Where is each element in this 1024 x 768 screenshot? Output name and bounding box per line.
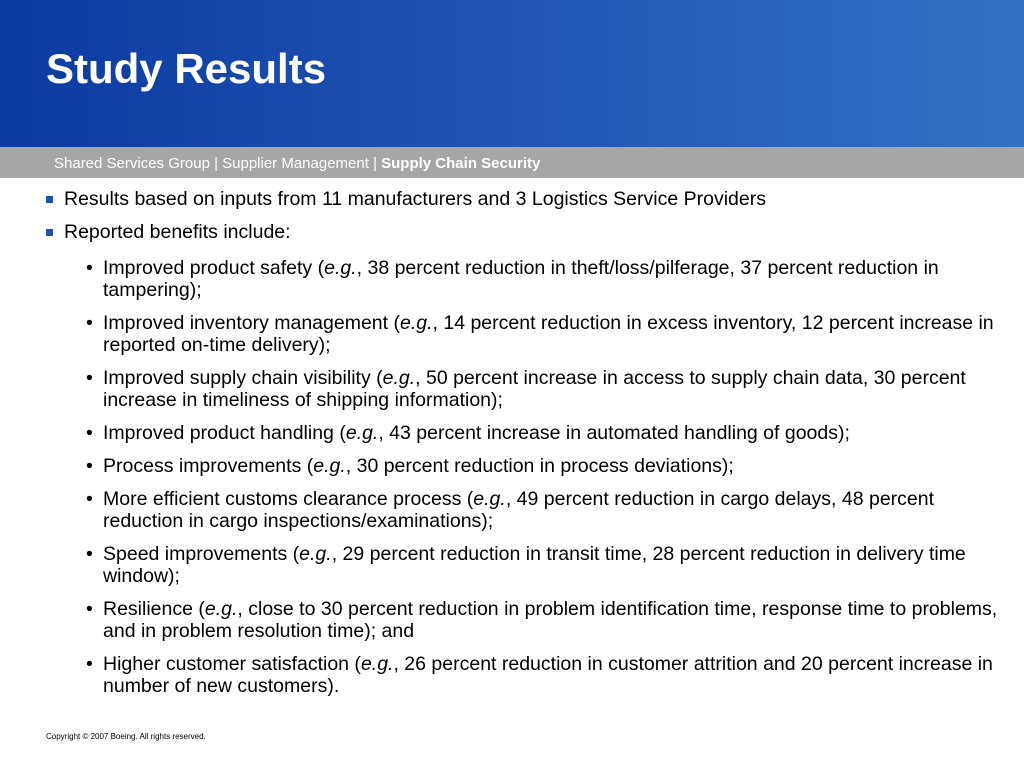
sub-bullet-detail: , 14 percent reduction in excess inventory, 12 percent increase in reported on-time delivery); <box>103 312 994 356</box>
dot-bullet-icon: • <box>86 653 93 675</box>
sub-bullet-item <box>86 543 1001 587</box>
sub-bullet-detail: , close to 30 percent reduction in problem identification time, response time to problems, and in problem resolution time); and <box>103 598 998 642</box>
sub-bullet-item <box>86 488 1001 532</box>
sub-bullet-item <box>86 312 1001 356</box>
sub-bullet-example-marker: e.g. <box>324 257 357 279</box>
sub-bullet-lead: More efficient customs clearance process ( <box>103 488 474 510</box>
breadcrumb <box>54 155 540 172</box>
content-area <box>46 186 1001 697</box>
dot-bullet-icon: • <box>86 455 93 477</box>
sub-bullet-lead: Improved product handling ( <box>103 422 346 444</box>
sub-bullet-item <box>86 257 1001 301</box>
dot-bullet-icon: • <box>86 422 93 444</box>
sub-bullet-detail: , 38 percent reduction in theft/loss/pilferage, 37 percent reduction in tampering); <box>103 257 939 301</box>
sub-bullet-item <box>86 653 1001 697</box>
sub-bullet-lead: Resilience ( <box>103 598 205 620</box>
dot-bullet-icon: • <box>86 543 93 565</box>
sub-bullet-example-marker: e.g. <box>204 598 238 620</box>
slide-title: Study Results <box>46 45 327 92</box>
sub-bullet-example-marker: e.g. <box>399 312 433 334</box>
sub-bullet-example-marker: e.g. <box>382 367 416 389</box>
dot-bullet-icon: • <box>86 488 93 510</box>
sub-bullet-list <box>46 257 1001 697</box>
breadcrumb-current: Supply Chain Security <box>381 155 541 172</box>
sub-bullet-item <box>86 598 1001 642</box>
copyright-notice: Copyright © 2007 Boeing. All rights reserved. <box>46 732 206 741</box>
sub-bullet-example-marker: e.g. <box>473 488 506 510</box>
bullet-text: Results based on inputs from 11 manufacturers and 3 Logistics Service Providers <box>64 188 766 210</box>
sub-bullet-detail: , 50 percent increase in access to supply chain data, 30 percent increase in timeliness of shipping information); <box>103 367 966 411</box>
breadcrumb-path: Shared Services Group | Supplier Management | <box>54 155 382 172</box>
sub-bullet-detail: , 30 percent reduction in process deviations); <box>345 455 734 477</box>
bullet-text: Reported benefits include: <box>64 221 291 243</box>
sub-bullet-lead: Improved supply chain visibility ( <box>103 367 383 389</box>
dot-bullet-icon: • <box>86 312 93 334</box>
sub-bullet-lead: Process improvements ( <box>103 455 314 477</box>
square-bullet-icon <box>46 196 53 203</box>
sub-bullet-detail: , 29 percent reduction in transit time, 28 percent reduction in delivery time window); <box>103 543 966 587</box>
sub-bullet-item <box>86 422 1001 444</box>
dot-bullet-icon: • <box>86 257 93 279</box>
sub-bullet-example-marker: e.g. <box>313 455 346 477</box>
sub-bullet-detail: , 26 percent reduction in customer attrition and 20 percent increase in number of new customers). <box>103 653 993 697</box>
sub-bullet-detail: , 49 percent reduction in cargo delays, 48 percent reduction in cargo inspections/examinations); <box>103 488 935 532</box>
sub-bullet-lead: Speed improvements ( <box>103 543 300 565</box>
sub-bullet-example-marker: e.g. <box>360 653 394 675</box>
sub-bullet-item <box>86 455 1001 477</box>
square-bullet-icon <box>46 229 53 236</box>
sub-bullet-lead: Improved product safety ( <box>103 257 325 279</box>
dot-bullet-icon: • <box>86 367 93 389</box>
bullet-item <box>46 219 1001 246</box>
dot-bullet-icon: • <box>86 598 93 620</box>
sub-bullet-detail: , 43 percent increase in automated handling of goods); <box>378 422 850 444</box>
sub-bullet-example-marker: e.g. <box>299 543 332 565</box>
sub-bullet-lead: Improved inventory management ( <box>103 312 400 334</box>
bullet-item <box>46 186 1001 213</box>
sub-bullet-item <box>86 367 1001 411</box>
sub-bullet-lead: Higher customer satisfaction ( <box>103 653 361 675</box>
sub-bullet-example-marker: e.g. <box>345 422 379 444</box>
